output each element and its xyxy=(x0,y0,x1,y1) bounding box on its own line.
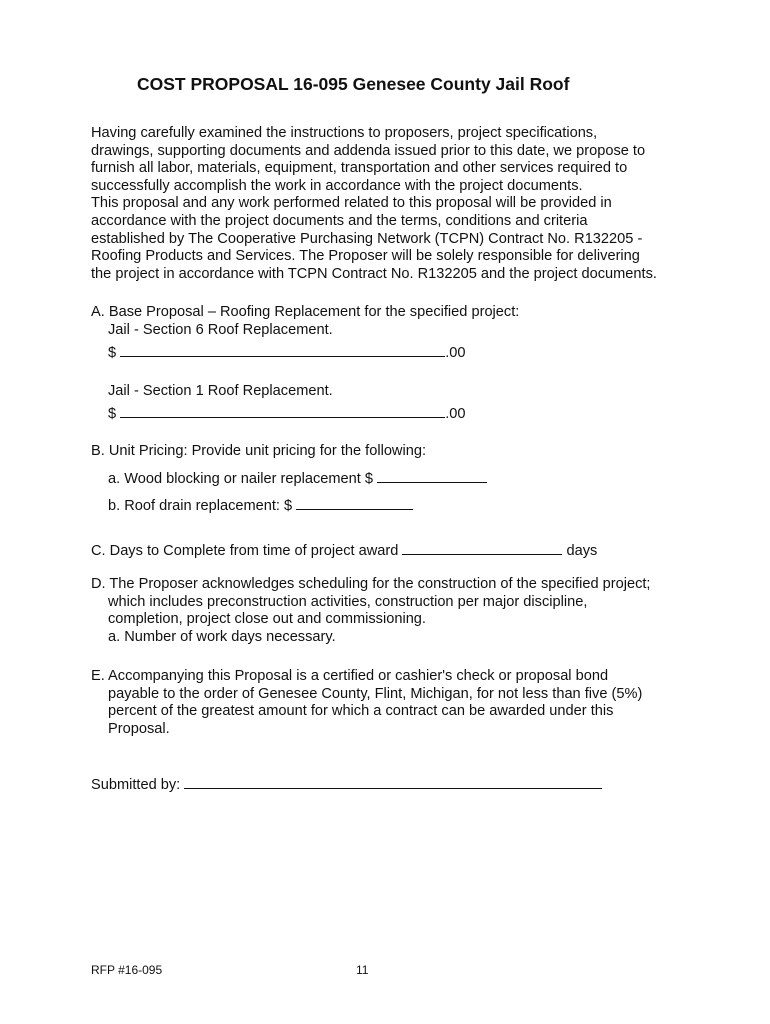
wood-blocking-price-field[interactable] xyxy=(377,469,487,483)
submitted-by xyxy=(91,775,731,795)
submitted-by-field[interactable] xyxy=(184,775,602,789)
section-1-amount-field[interactable] xyxy=(120,404,445,418)
page-title: COST PROPOSAL 16-095 Genesee County Jail Roof xyxy=(137,74,570,94)
roof-drain-price-field[interactable] xyxy=(296,496,413,510)
intro-line: successfully accomplish the work in accordance with the project documents. xyxy=(91,177,583,194)
section-e-line: percent of the greatest amount for which a contract can be awarded under this xyxy=(108,703,614,720)
cents-suffix: .00 xyxy=(445,405,466,422)
section-a-item-1-label: Jail - Section 6 Roof Replacement. xyxy=(108,322,333,338)
intro-line: Roofing Products and Services. The Proposer will be solely responsible for delivering xyxy=(91,248,640,265)
intro-line: This proposal and any work performed related to this proposal will be provided in xyxy=(91,195,612,212)
section-a-item-2-label: Jail - Section 1 Roof Replacement. xyxy=(108,383,333,399)
intro-line: furnish all labor, materials, equipment, transportation and other services required to xyxy=(91,160,628,177)
section-a-heading: A. Base Proposal – Roofing Replacement for the specified project: xyxy=(91,304,520,320)
section-e-line: E. Accompanying this Proposal is a certified or cashier's check or proposal bond xyxy=(91,668,609,684)
currency-symbol: $ xyxy=(108,344,117,361)
section-c-label: C. Days to Complete from time of project award xyxy=(91,543,399,559)
section-d-line: D. The Proposer acknowledges scheduling for the construction of the specified project; xyxy=(91,576,651,592)
section-a-item-2 xyxy=(108,383,465,421)
section-d-line: which includes preconstruction activities, construction per major discipline, xyxy=(108,593,588,610)
section-e-line: Proposal. xyxy=(108,720,170,737)
section-b-item-a-label: a. Wood blocking or nailer replacement $ xyxy=(108,471,373,487)
section-e-line: payable to the order of Genesee County, Flint, Michigan, for not less than five (5%) xyxy=(108,685,643,702)
section-b-item-b-label: b. Roof drain replacement: $ xyxy=(108,498,293,514)
section-e xyxy=(91,668,731,738)
section-b-item-a xyxy=(108,469,487,489)
section-c xyxy=(91,541,731,561)
section-d-line: completion, project close out and commissioning. xyxy=(108,611,426,628)
section-b-item-b xyxy=(108,496,413,516)
intro-line: Having carefully examined the instructions to proposers, project specifications, xyxy=(91,125,598,141)
intro-line: established by The Cooperative Purchasing Network (TCPN) Contract No. R132205 - xyxy=(91,230,643,247)
currency-symbol: $ xyxy=(108,405,117,422)
days-to-complete-field[interactable] xyxy=(402,541,562,555)
footer-rfp: RFP #16-095 xyxy=(91,963,163,977)
page-number: 11 xyxy=(356,963,369,977)
submitted-by-label: Submitted by: xyxy=(91,777,181,793)
section-d-line: a. Number of work days necessary. xyxy=(108,628,336,645)
intro-line: the project in accordance with TCPN Contract No. R132205 and the project documents. xyxy=(91,265,657,282)
section-b-heading: B. Unit Pricing: Provide unit pricing for the following: xyxy=(91,443,427,459)
intro-line: accordance with the project documents and the terms, conditions and criteria xyxy=(91,212,588,229)
section-6-amount-field[interactable] xyxy=(120,343,445,357)
section-d xyxy=(91,576,731,646)
intro-line: drawings, supporting documents and addenda issued prior to this date, we propose to xyxy=(91,142,646,159)
section-a-item-1 xyxy=(108,322,465,360)
intro-paragraph xyxy=(91,125,731,283)
cents-suffix: .00 xyxy=(445,344,466,361)
section-c-unit: days xyxy=(566,543,598,559)
